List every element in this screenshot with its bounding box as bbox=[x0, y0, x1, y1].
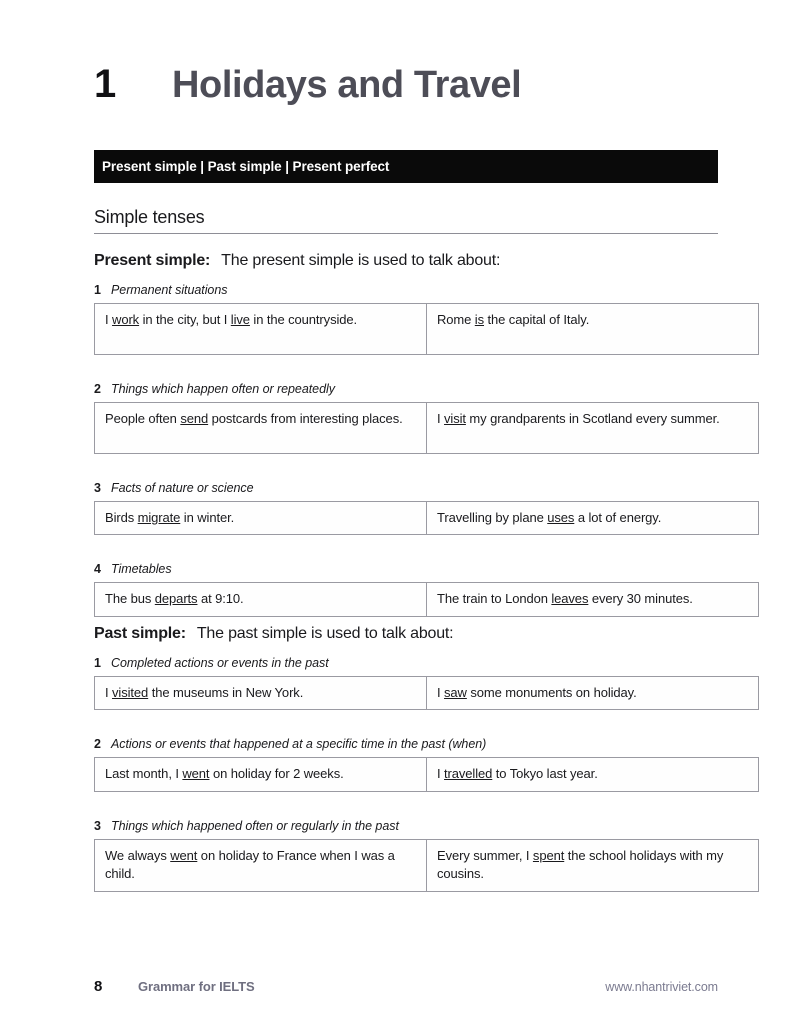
usage-description: Things which happened often or regularly in the past bbox=[111, 818, 399, 833]
table-row bbox=[95, 758, 759, 791]
example-cell: Rome is the capital of Italy. bbox=[427, 304, 759, 355]
usage-caption bbox=[94, 562, 718, 576]
example-table bbox=[94, 303, 759, 355]
example-table bbox=[94, 402, 759, 454]
example-cell: I travelled to Tokyo last year. bbox=[427, 758, 759, 791]
example-table bbox=[94, 839, 759, 892]
example-cell: Last month, I went on holiday for 2 weeks. bbox=[105, 766, 344, 782]
spacer bbox=[94, 535, 718, 562]
usage-number: 2 bbox=[94, 382, 101, 396]
usage-item bbox=[94, 562, 718, 616]
tense-block-present-simple bbox=[94, 252, 718, 617]
chapter-number: 1 bbox=[94, 62, 116, 106]
chapter-title: Holidays and Travel bbox=[172, 64, 522, 106]
tense-heading-lead: The present simple is used to talk about: bbox=[221, 252, 501, 269]
example-cell: I work in the city, but I live in the countryside. bbox=[105, 312, 358, 327]
footer-page-number: 8 bbox=[94, 978, 103, 995]
section-heading bbox=[94, 207, 718, 234]
usage-description: Permanent situations bbox=[111, 283, 228, 297]
usage-caption bbox=[94, 283, 718, 297]
usage-description: Actions or events that happened at a specific time in the past (when) bbox=[111, 737, 487, 752]
section-heading-text: Simple tenses bbox=[94, 207, 205, 227]
usage-number: 4 bbox=[94, 562, 101, 577]
usage-description: Completed actions or events in the past bbox=[111, 656, 329, 670]
usage-item bbox=[94, 382, 718, 454]
tense-heading-label: Past simple: bbox=[94, 625, 186, 642]
usage-caption bbox=[94, 481, 718, 495]
example-cell: We always went on holiday to France when I was a child. bbox=[105, 847, 395, 882]
topic-banner bbox=[94, 150, 718, 183]
usage-item bbox=[94, 818, 724, 892]
table-row bbox=[95, 839, 759, 891]
table-row bbox=[95, 502, 759, 535]
usage-item bbox=[94, 737, 718, 791]
example-cell: The train to London leaves every 30 minutes. bbox=[427, 583, 759, 616]
usage-caption bbox=[94, 819, 718, 833]
usage-description: Things which happen often or repeatedly bbox=[111, 382, 335, 396]
usage-number: 3 bbox=[94, 481, 101, 495]
example-cell: Travelling by plane uses a lot of energy. bbox=[427, 502, 759, 535]
spacer bbox=[94, 355, 718, 382]
example-cell: People often send postcards from interesting places. bbox=[105, 411, 403, 426]
usage-item bbox=[94, 481, 718, 535]
example-table bbox=[94, 582, 759, 616]
spacer bbox=[94, 454, 718, 481]
spacer bbox=[94, 792, 718, 819]
tense-heading bbox=[94, 252, 718, 270]
table-row bbox=[95, 403, 759, 454]
usage-number: 3 bbox=[94, 818, 101, 833]
usage-number: 1 bbox=[94, 656, 101, 670]
tense-heading bbox=[94, 625, 718, 643]
example-table bbox=[94, 501, 759, 535]
table-row bbox=[95, 677, 759, 710]
example-cell: The bus departs at 9:10. bbox=[105, 591, 244, 607]
page-footer bbox=[94, 978, 718, 995]
tense-heading-lead: The past simple is used to talk about: bbox=[196, 625, 454, 642]
example-cell: I saw some monuments on holiday. bbox=[427, 677, 759, 710]
table-row bbox=[95, 583, 759, 616]
example-cell: I visit my grandparents in Scotland every summer. bbox=[427, 403, 759, 454]
usage-number: 1 bbox=[94, 283, 101, 297]
example-cell: Birds migrate in winter. bbox=[105, 510, 235, 525]
example-table bbox=[94, 757, 759, 791]
usage-description: Facts of nature or science bbox=[111, 481, 254, 495]
usage-item bbox=[94, 656, 718, 710]
usage-description: Timetables bbox=[111, 562, 172, 577]
spacer bbox=[94, 710, 718, 737]
example-cell: I visited the museums in New York. bbox=[105, 685, 304, 700]
footer-book-title: Grammar for IELTS bbox=[138, 979, 255, 994]
example-table bbox=[94, 676, 759, 710]
usage-number: 2 bbox=[94, 737, 101, 752]
topic-banner-text: Present simple | Past simple | Present perfect bbox=[102, 159, 390, 174]
chapter-heading bbox=[94, 62, 718, 107]
usage-caption bbox=[94, 382, 718, 396]
tense-heading-label: Present simple: bbox=[94, 252, 211, 269]
section-rule bbox=[94, 233, 718, 234]
example-cell: Every summer, I spent the school holidays with my cousins. bbox=[427, 839, 759, 891]
footer-url: www.nhantriviet.com bbox=[605, 980, 718, 994]
usage-item bbox=[94, 283, 718, 355]
tense-block-past-simple bbox=[94, 625, 724, 892]
usage-caption bbox=[94, 656, 718, 670]
table-row bbox=[95, 304, 759, 355]
usage-caption bbox=[94, 737, 718, 751]
